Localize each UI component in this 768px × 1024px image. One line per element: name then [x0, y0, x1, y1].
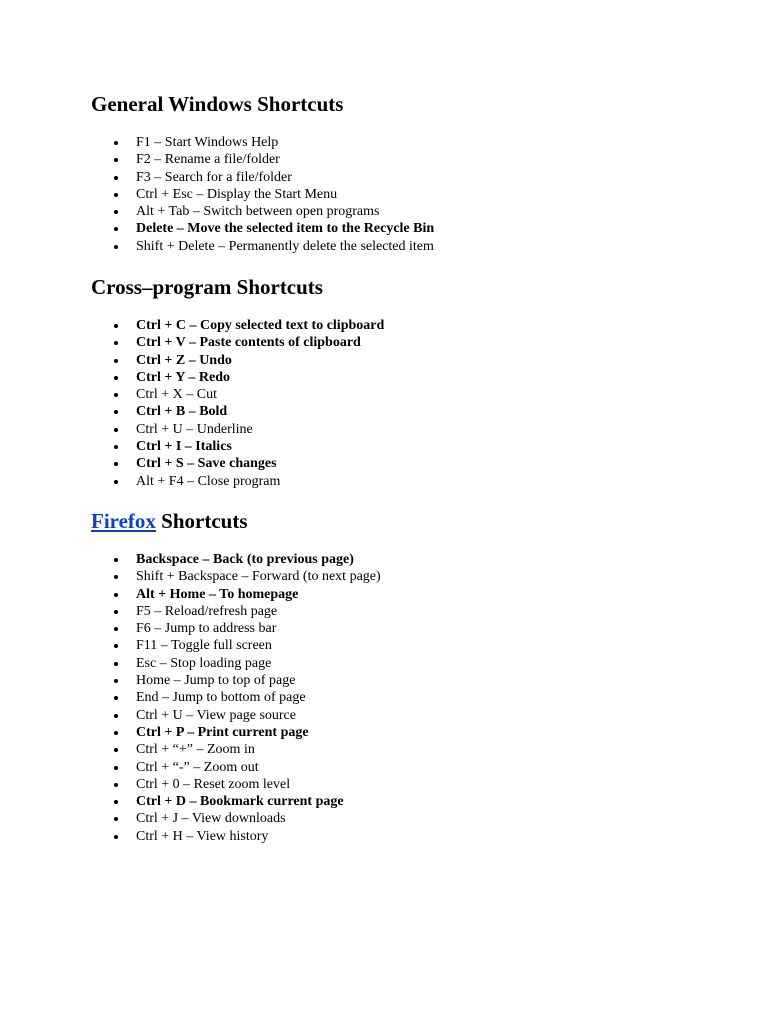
list-item: F2 – Rename a file/folder — [112, 151, 434, 168]
firefox-link[interactable]: Firefox — [91, 509, 156, 533]
list-item: F11 – Toggle full screen — [112, 637, 381, 654]
heading-cross-program-shortcuts: Cross–program Shortcuts — [91, 275, 323, 299]
list-item: F6 – Jump to address bar — [112, 620, 381, 637]
list-item: Ctrl + “-” – Zoom out — [112, 759, 381, 776]
heading-firefox-shortcuts — [91, 509, 248, 533]
list-item: Ctrl + C – Copy selected text to clipboard — [112, 317, 384, 334]
list-item: Ctrl + P – Print current page — [112, 724, 381, 741]
list-item: Ctrl + 0 – Reset zoom level — [112, 776, 381, 793]
list-item: F3 – Search for a file/folder — [112, 169, 434, 186]
list-item: Home – Jump to top of page — [112, 672, 381, 689]
list-item: Ctrl + I – Italics — [112, 438, 384, 455]
list-item: Shift + Backspace – Forward (to next page) — [112, 568, 381, 585]
list-item: Backspace – Back (to previous page) — [112, 551, 381, 568]
heading-general-windows-shortcuts: General Windows Shortcuts — [91, 92, 344, 116]
list-item: Esc – Stop loading page — [112, 655, 381, 672]
list-item: Ctrl + Esc – Display the Start Menu — [112, 186, 434, 203]
list-item: Ctrl + D – Bookmark current page — [112, 793, 381, 810]
list-item: Ctrl + U – View page source — [112, 707, 381, 724]
list-item: F1 – Start Windows Help — [112, 134, 434, 151]
list-item: Ctrl + B – Bold — [112, 403, 384, 420]
list-item: Delete – Move the selected item to the Recycle Bin — [112, 220, 434, 237]
list-item: Ctrl + “+” – Zoom in — [112, 741, 381, 758]
list-item: Shift + Delete – Permanently delete the selected item — [112, 238, 434, 255]
list-cross-program-shortcuts — [112, 317, 384, 490]
list-general-windows-shortcuts — [112, 134, 434, 255]
list-item: Ctrl + X – Cut — [112, 386, 384, 403]
list-firefox-shortcuts — [112, 551, 381, 845]
list-item: F5 – Reload/refresh page — [112, 603, 381, 620]
list-item: Ctrl + J – View downloads — [112, 810, 381, 827]
list-item: Ctrl + V – Paste contents of clipboard — [112, 334, 384, 351]
heading-firefox-rest: Shortcuts — [155, 509, 248, 533]
list-item: Ctrl + Z – Undo — [112, 352, 384, 369]
list-item: Alt + F4 – Close program — [112, 473, 384, 490]
list-item: Ctrl + U – Underline — [112, 421, 384, 438]
list-item: End – Jump to bottom of page — [112, 689, 381, 706]
list-item: Ctrl + H – View history — [112, 828, 381, 845]
list-item: Alt + Home – To homepage — [112, 586, 381, 603]
list-item: Ctrl + S – Save changes — [112, 455, 384, 472]
list-item: Ctrl + Y – Redo — [112, 369, 384, 386]
list-item: Alt + Tab – Switch between open programs — [112, 203, 434, 220]
